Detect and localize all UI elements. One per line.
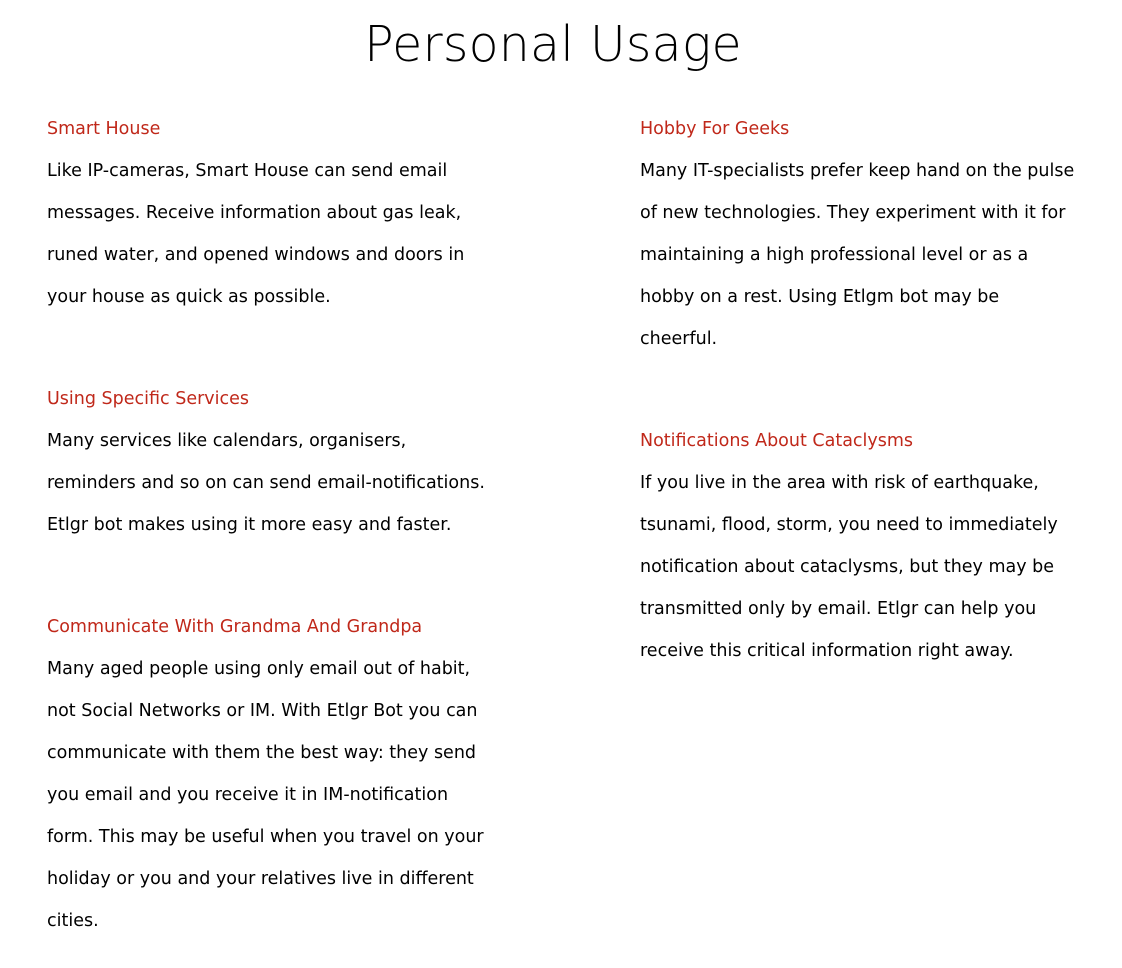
text-line: If you live in the area with risk of earthquake, — [640, 473, 1039, 493]
text-line: maintaining a high professional level or as a — [640, 245, 1029, 265]
text-line: transmitted only by email. Etlgr can help you — [640, 599, 1037, 619]
page-title: Personal Usage — [364, 16, 742, 73]
right-column — [640, 108, 1080, 672]
text-line: receive this critical information right away. — [640, 641, 1014, 661]
card-text-cataclysms — [640, 462, 1080, 672]
text-line: your house as quick as possible. — [47, 287, 331, 307]
card-text-specific-services — [47, 420, 487, 546]
text-line: of new technologies. They experiment with it for — [640, 203, 1066, 223]
text-line: notification about cataclysms, but they may be — [640, 557, 1055, 577]
card-hobby-geeks — [640, 108, 1080, 360]
text-line: communicate with them the best way: they send — [47, 743, 477, 763]
text-line: reminders and so on can send email-notifications. — [47, 473, 485, 493]
left-column — [47, 108, 487, 942]
text-line: you email and you receive it in IM-notification — [47, 785, 449, 805]
text-line: Many IT-specialists prefer keep hand on the pulse — [640, 161, 1075, 181]
card-smart-house — [47, 108, 487, 318]
text-line: cities. — [47, 911, 99, 931]
text-line: form. This may be useful when you travel on your — [47, 827, 484, 847]
text-line: hobby on a rest. Using Etlgm bot may be cheerful. — [640, 287, 1000, 349]
card-specific-services — [47, 378, 487, 546]
card-cataclysms — [640, 420, 1080, 672]
text-line: Like IP-cameras, Smart House can send email — [47, 161, 448, 181]
card-grandparents — [47, 606, 487, 942]
text-line: not Social Networks or IM. With Etlgr Bot you can — [47, 701, 478, 721]
text-line: runed water, and opened windows and doors in — [47, 245, 465, 265]
card-title-grandparents: Communicate With Grandma And Grandpa — [47, 617, 423, 637]
text-line: holiday or you and your relatives live in different — [47, 869, 474, 889]
text-line: tsunami, flood, storm, you need to immediately — [640, 515, 1058, 535]
card-title-cataclysms: Notifications About Cataclysms — [640, 431, 914, 451]
card-text-hobby-geeks — [640, 150, 1080, 360]
card-title-specific-services: Using Specific Services — [47, 389, 250, 409]
text-line: Many aged people using only email out of habit, — [47, 659, 471, 679]
card-title-smart-house: Smart House — [47, 119, 161, 139]
card-text-smart-house — [47, 150, 487, 318]
text-line: Many services like calendars, organisers, — [47, 431, 407, 451]
text-line: Etlgr bot makes using it more easy and faster. — [47, 515, 452, 535]
card-text-grandparents — [47, 648, 487, 942]
text-line: messages. Receive information about gas leak, — [47, 203, 462, 223]
card-title-hobby-geeks: Hobby For Geeks — [640, 119, 790, 139]
